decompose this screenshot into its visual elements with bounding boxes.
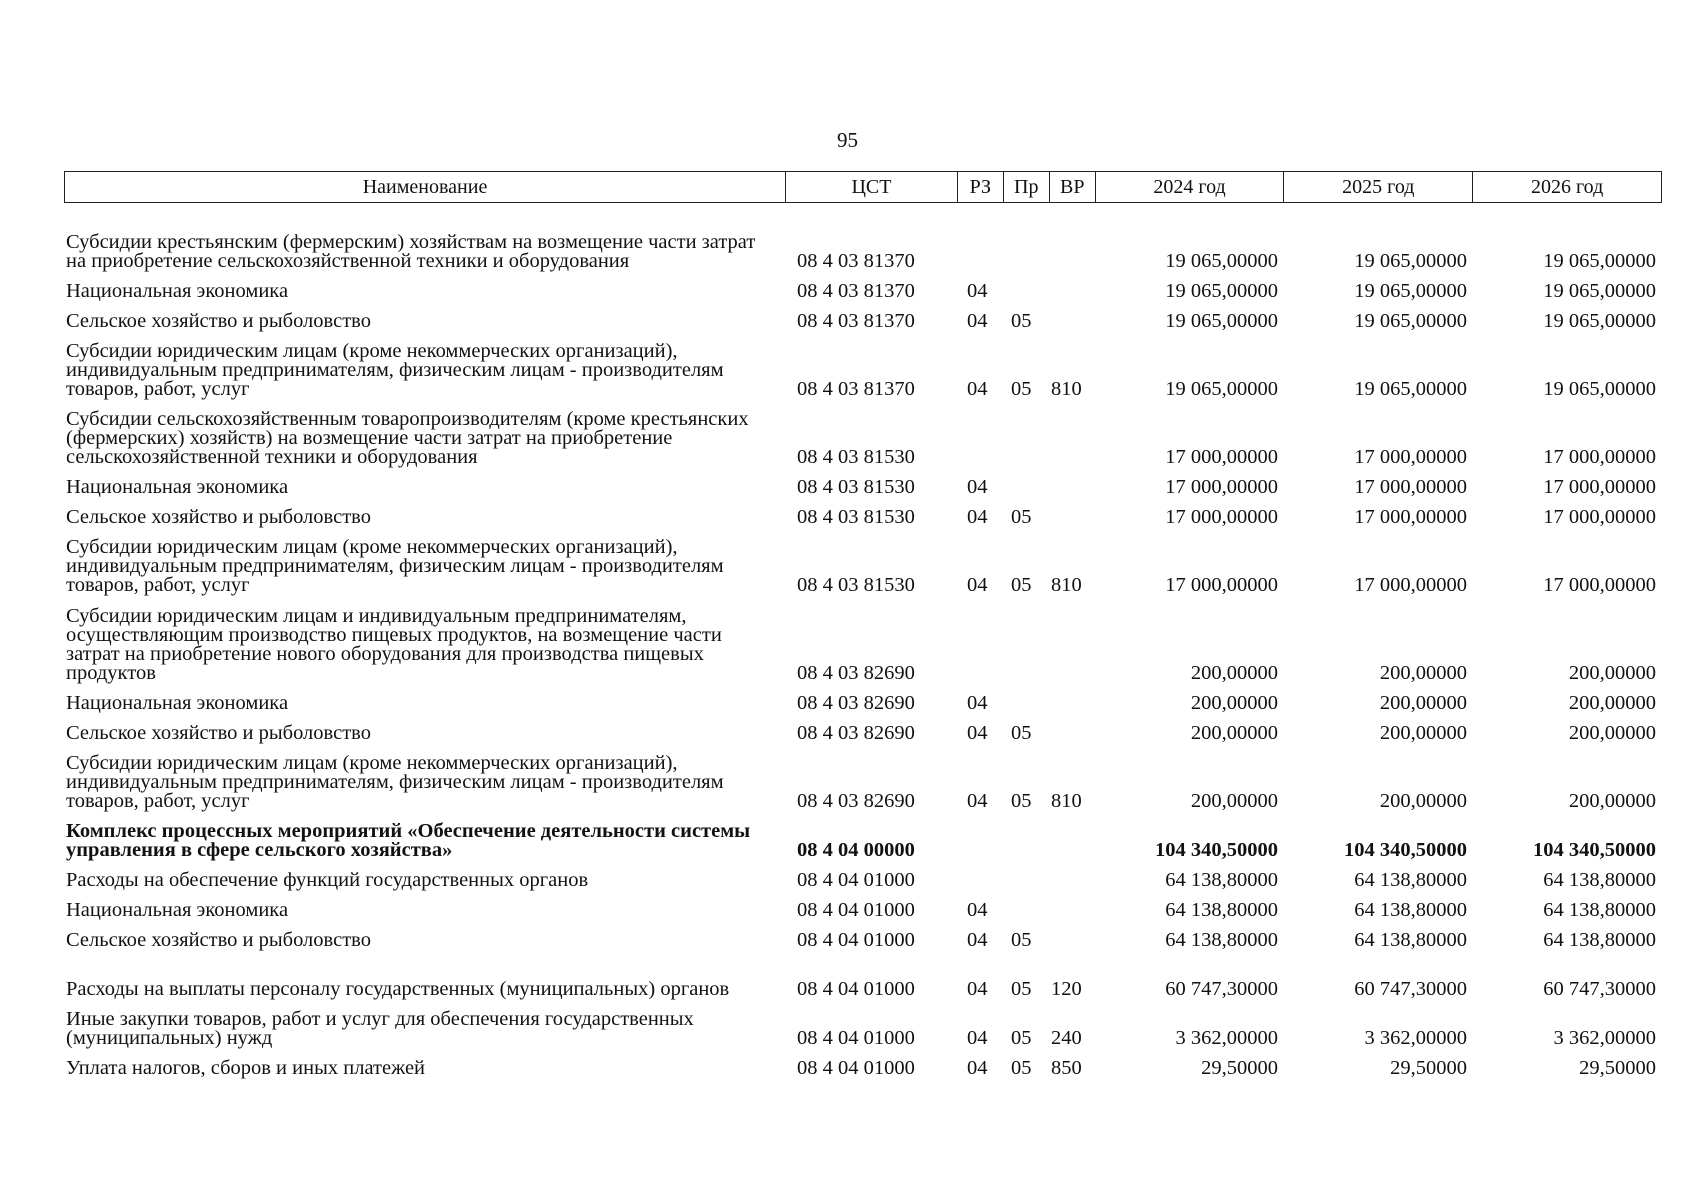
row-name: Сельское хозяйство и рыболовство — [66, 929, 371, 951]
row-2024: 19 065,00000 — [1165, 310, 1278, 332]
row-cst: 08 4 03 82690 — [797, 692, 915, 714]
table-row — [64, 950, 1662, 999]
row-name: Субсидии юридическим лицам (кроме некоммерческих организаций), индивидуальным предпринимателям, физическим лицам - производителям товаров, работ, услуг — [66, 536, 724, 596]
row-cst: 08 4 03 81370 — [797, 250, 915, 272]
row-2024: 19 065,00000 — [1165, 280, 1278, 302]
table-row — [64, 920, 1662, 950]
row-2025: 17 000,00000 — [1354, 574, 1467, 596]
row-pr: 05 — [1011, 1027, 1032, 1049]
row-cst: 08 4 04 01000 — [797, 1057, 915, 1079]
row-2026: 200,00000 — [1568, 790, 1656, 812]
table-row — [64, 331, 1662, 399]
row-name: Национальная экономика — [66, 692, 289, 714]
row-2025: 17 000,00000 — [1354, 476, 1467, 498]
row-2026: 19 065,00000 — [1543, 250, 1656, 272]
row-2024: 60 747,30000 — [1165, 978, 1278, 1000]
row-2026: 200,00000 — [1568, 692, 1656, 714]
row-2026: 17 000,00000 — [1543, 506, 1656, 528]
row-cst: 08 4 04 01000 — [797, 978, 915, 1000]
table-row — [64, 743, 1662, 811]
row-rz: 04 — [967, 692, 988, 714]
table-body — [64, 203, 1662, 1078]
row-cst: 08 4 03 81370 — [797, 280, 915, 302]
table-row — [64, 595, 1662, 683]
table-row — [64, 467, 1662, 497]
row-2024: 64 138,80000 — [1165, 929, 1278, 951]
row-2025: 19 065,00000 — [1354, 250, 1467, 272]
row-2025: 19 065,00000 — [1354, 280, 1467, 302]
row-rz: 04 — [967, 929, 988, 951]
row-cst: 08 4 03 81370 — [797, 310, 915, 332]
row-rz: 04 — [967, 722, 988, 744]
row-rz: 04 — [967, 1027, 988, 1049]
table-row — [64, 399, 1662, 467]
header-pr: Пр — [1003, 172, 1049, 202]
row-cst: 08 4 03 81530 — [797, 574, 915, 596]
row-cst: 08 4 03 81530 — [797, 476, 915, 498]
row-2025: 104 340,50000 — [1344, 839, 1467, 861]
row-2026: 64 138,80000 — [1543, 869, 1656, 891]
table-row — [64, 1048, 1662, 1078]
row-2026: 3 362,00000 — [1553, 1027, 1656, 1049]
row-rz: 04 — [967, 1057, 988, 1079]
row-2024: 64 138,80000 — [1165, 869, 1278, 891]
row-2025: 64 138,80000 — [1354, 929, 1467, 951]
row-2026: 200,00000 — [1568, 722, 1656, 744]
row-vr: 810 — [1051, 574, 1082, 596]
row-rz: 04 — [967, 899, 988, 921]
row-name: Расходы на обеспечение функций государственных органов — [66, 869, 589, 891]
row-2025: 200,00000 — [1379, 790, 1467, 812]
row-2025: 19 065,00000 — [1354, 310, 1467, 332]
row-pr: 05 — [1011, 722, 1032, 744]
row-2026: 64 138,80000 — [1543, 929, 1656, 951]
row-2026: 17 000,00000 — [1543, 574, 1656, 596]
table-row — [64, 683, 1662, 713]
row-2024: 17 000,00000 — [1165, 574, 1278, 596]
row-2025: 200,00000 — [1379, 662, 1467, 684]
row-rz: 04 — [967, 378, 988, 400]
row-pr: 05 — [1011, 978, 1032, 1000]
row-2026: 60 747,30000 — [1543, 978, 1656, 1000]
row-2025: 3 362,00000 — [1364, 1027, 1467, 1049]
budget-table — [64, 171, 1662, 1078]
row-rz: 04 — [967, 506, 988, 528]
row-rz: 04 — [967, 280, 988, 302]
table-row — [64, 860, 1662, 890]
table-row — [64, 271, 1662, 301]
row-rz: 04 — [967, 310, 988, 332]
row-2026: 29,50000 — [1579, 1057, 1656, 1079]
row-rz: 04 — [967, 790, 988, 812]
row-2024: 19 065,00000 — [1165, 250, 1278, 272]
row-name: Национальная экономика — [66, 899, 289, 921]
row-name: Иные закупки товаров, работ и услуг для обеспечения государственных (муниципальных) нужд — [66, 1008, 694, 1049]
row-pr: 05 — [1011, 929, 1032, 951]
row-2026: 19 065,00000 — [1543, 310, 1656, 332]
page-number: 95 — [837, 128, 858, 152]
row-name: Национальная экономика — [66, 476, 289, 498]
row-2025: 29,50000 — [1390, 1057, 1467, 1079]
row-2026: 200,00000 — [1568, 662, 1656, 684]
row-2026: 64 138,80000 — [1543, 899, 1656, 921]
row-2024: 104 340,50000 — [1155, 839, 1278, 861]
row-2024: 19 065,00000 — [1165, 378, 1278, 400]
row-rz: 04 — [967, 978, 988, 1000]
row-name: Субсидии юридическим лицам (кроме некоммерческих организаций), индивидуальным предпринимателям, физическим лицам - производителям товаров, работ, услуг — [66, 752, 724, 812]
row-2025: 17 000,00000 — [1354, 506, 1467, 528]
row-pr: 05 — [1011, 574, 1032, 596]
row-2026: 19 065,00000 — [1543, 280, 1656, 302]
row-cst: 08 4 03 82690 — [797, 722, 915, 744]
row-2024: 29,50000 — [1201, 1057, 1278, 1079]
row-cst: 08 4 03 81370 — [797, 378, 915, 400]
row-2025: 64 138,80000 — [1354, 899, 1467, 921]
row-2024: 64 138,80000 — [1165, 899, 1278, 921]
row-2025: 64 138,80000 — [1354, 869, 1467, 891]
row-vr: 810 — [1051, 378, 1082, 400]
row-2025: 60 747,30000 — [1354, 978, 1467, 1000]
table-row — [64, 890, 1662, 920]
row-2026: 17 000,00000 — [1543, 446, 1656, 468]
row-pr: 05 — [1011, 790, 1032, 812]
row-2024: 17 000,00000 — [1165, 446, 1278, 468]
row-cst: 08 4 03 82690 — [797, 662, 915, 684]
row-name: Субсидии юридическим лицам и индивидуальным предпринимателям, осуществляющим производство пищевых продуктов, на возмещение части затрат на приобретение нового оборудования для производства пищевых продуктов — [66, 605, 722, 684]
row-cst: 08 4 04 01000 — [797, 869, 915, 891]
table-row — [64, 497, 1662, 527]
table-row — [64, 527, 1662, 595]
row-2024: 3 362,00000 — [1175, 1027, 1278, 1049]
row-name: Сельское хозяйство и рыболовство — [66, 310, 371, 332]
row-cst: 08 4 03 82690 — [797, 790, 915, 812]
row-cst: 08 4 04 01000 — [797, 1027, 915, 1049]
table-row — [64, 713, 1662, 743]
header-vr: ВР — [1049, 172, 1095, 202]
row-cst: 08 4 03 81530 — [797, 446, 915, 468]
row-name: Сельское хозяйство и рыболовство — [66, 506, 371, 528]
header-2024: 2024 год — [1095, 172, 1284, 202]
row-2026: 19 065,00000 — [1543, 378, 1656, 400]
row-2024: 200,00000 — [1190, 692, 1278, 714]
row-2025: 19 065,00000 — [1354, 378, 1467, 400]
row-rz: 04 — [967, 476, 988, 498]
row-name: Уплата налогов, сборов и иных платежей — [66, 1057, 426, 1079]
row-vr: 120 — [1051, 978, 1082, 1000]
row-2025: 17 000,00000 — [1354, 446, 1467, 468]
row-vr: 810 — [1051, 790, 1082, 812]
row-name: Субсидии сельскохозяйственным товаропроизводителям (кроме крестьянских (фермерских) хозяйств) на возмещение части затрат на приобретение сельскохозяйственной техники и оборудования — [66, 408, 749, 468]
row-2024: 17 000,00000 — [1165, 506, 1278, 528]
row-2024: 200,00000 — [1190, 790, 1278, 812]
row-name: Расходы на выплаты персоналу государственных (муниципальных) органов — [66, 978, 730, 1000]
row-pr: 05 — [1011, 310, 1032, 332]
row-pr: 05 — [1011, 1057, 1032, 1079]
table-row — [64, 999, 1662, 1048]
row-cst: 08 4 03 81530 — [797, 506, 915, 528]
row-cst: 08 4 04 01000 — [797, 929, 915, 951]
row-2024: 200,00000 — [1190, 662, 1278, 684]
header-2025: 2025 год — [1283, 172, 1472, 202]
header-2026: 2026 год — [1472, 172, 1661, 202]
table-row — [64, 811, 1662, 860]
row-2026: 104 340,50000 — [1533, 839, 1656, 861]
row-pr: 05 — [1011, 378, 1032, 400]
row-name: Субсидии юридическим лицам (кроме некоммерческих организаций), индивидуальным предпринимателям, физическим лицам - производителям товаров, работ, услуг — [66, 340, 724, 400]
row-2025: 200,00000 — [1379, 692, 1467, 714]
row-2024: 200,00000 — [1190, 722, 1278, 744]
table-row — [64, 203, 1662, 271]
table-row — [64, 301, 1662, 331]
table-header — [64, 171, 1662, 203]
row-cst: 08 4 04 01000 — [797, 899, 915, 921]
row-rz: 04 — [967, 574, 988, 596]
row-2025: 200,00000 — [1379, 722, 1467, 744]
header-name: Наименование — [362, 175, 488, 198]
row-2024: 17 000,00000 — [1165, 476, 1278, 498]
row-name: Комплекс процессных мероприятий «Обеспечение деятельности системы управления в сфере сельского хозяйства» — [66, 820, 751, 861]
row-name: Сельское хозяйство и рыболовство — [66, 722, 371, 744]
row-name: Национальная экономика — [66, 280, 289, 302]
row-2026: 17 000,00000 — [1543, 476, 1656, 498]
row-pr: 05 — [1011, 506, 1032, 528]
header-cst: ЦСТ — [785, 172, 957, 202]
row-vr: 850 — [1051, 1057, 1082, 1079]
row-vr: 240 — [1051, 1027, 1082, 1049]
row-name: Субсидии крестьянским (фермерским) хозяйствам на возмещение части затрат на приобретение сельскохозяйственной техники и оборудования — [66, 231, 756, 272]
header-rz: РЗ — [957, 172, 1003, 202]
row-cst: 08 4 04 00000 — [797, 839, 915, 861]
